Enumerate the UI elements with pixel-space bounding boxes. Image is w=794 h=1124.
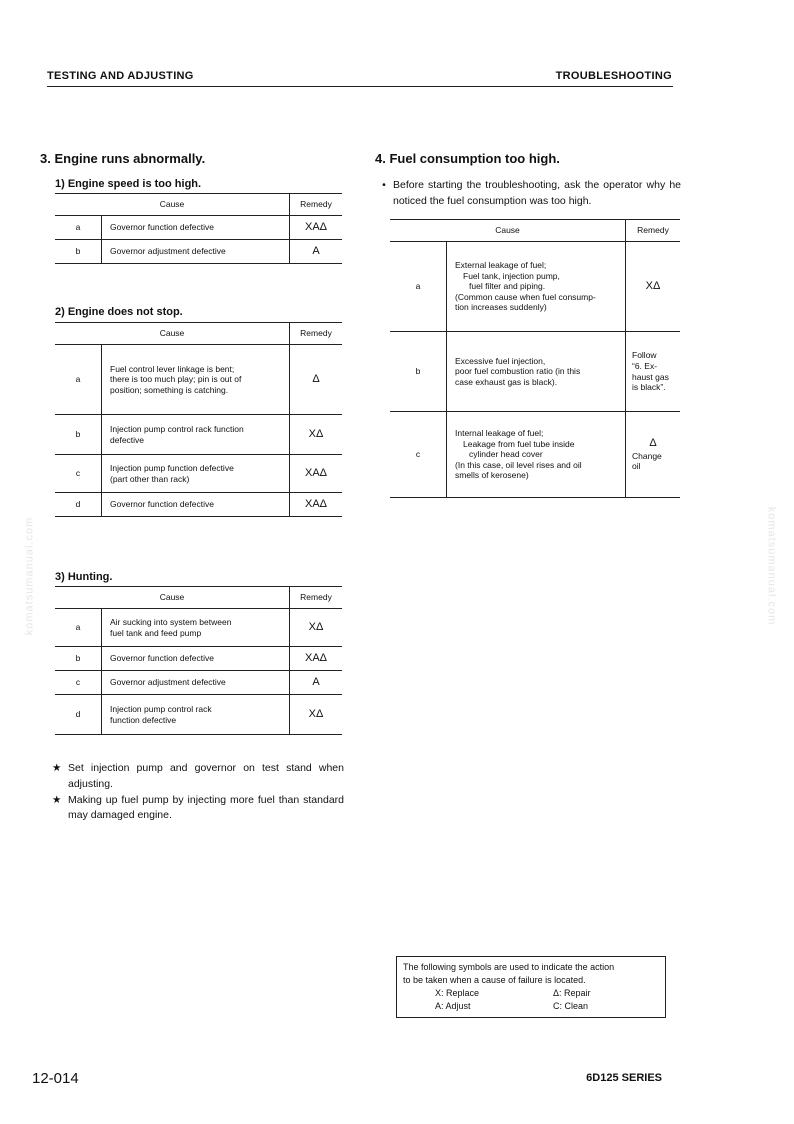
row-remedy: Δ xyxy=(290,345,343,415)
row-cause xyxy=(102,695,290,735)
row-id: a xyxy=(55,216,102,240)
row-remedy: XAΔ xyxy=(290,493,343,517)
cause-line: Injection pump function defective xyxy=(110,462,234,473)
cause-line: Air sucking into system between xyxy=(110,616,232,627)
section3-title: 3. Engine runs abnormally. xyxy=(40,151,206,166)
cause-line: fuel tank and feed pump xyxy=(110,627,202,638)
table-row xyxy=(55,415,342,455)
cause-line: Governor adjustment defective xyxy=(110,677,226,688)
table-row xyxy=(390,332,680,412)
sub3-title: 3) Hunting. xyxy=(55,571,113,583)
col-remedy: Remedy xyxy=(290,323,343,345)
row-remedy: XΔ xyxy=(290,695,343,735)
note-text: Making up fuel pump by injecting more fuel than standard may damaged engine. xyxy=(68,793,344,822)
cause-line: Governor function defective xyxy=(110,222,214,233)
row-remedy: XAΔ xyxy=(290,216,343,240)
cause-line: Internal leakage of fuel; xyxy=(455,427,544,438)
legend-item: A: Adjust xyxy=(435,1001,471,1012)
col-cause: Cause xyxy=(55,323,290,345)
cause-line: defective xyxy=(110,434,145,445)
legend-row xyxy=(403,1000,659,1013)
table-row xyxy=(55,216,342,240)
watermark-right: komatsumanual.com xyxy=(765,506,778,626)
table-fuel-consumption xyxy=(390,219,680,498)
row-id: b xyxy=(55,415,102,455)
note-list xyxy=(52,761,344,824)
remedy-line: oil xyxy=(632,461,641,472)
table-row xyxy=(55,609,342,647)
row-remedy: XΔ xyxy=(290,415,343,455)
row-remedy: XΔ xyxy=(290,609,343,647)
intro-text: Before starting the troubleshooting, ask the operator why he noticed the fuel consumption was too high. xyxy=(393,179,681,207)
table-engine-speed xyxy=(55,193,342,264)
remedy-line: Δ xyxy=(649,437,657,449)
remedy-line: Change xyxy=(632,450,662,461)
row-id: b xyxy=(55,240,102,264)
row-id: a xyxy=(55,609,102,647)
cause-line: Governor adjustment defective xyxy=(110,246,226,257)
row-id: c xyxy=(55,671,102,695)
row-cause xyxy=(102,609,290,647)
table-row xyxy=(55,345,342,415)
row-id: b xyxy=(390,332,447,412)
cause-line: tion increases suddenly) xyxy=(455,302,547,313)
legend-item: X: Replace xyxy=(435,988,480,999)
row-remedy xyxy=(626,332,681,412)
row-cause xyxy=(102,345,290,415)
header-right: TROUBLESHOOTING xyxy=(555,70,672,82)
row-remedy xyxy=(626,242,681,332)
row-id: a xyxy=(390,242,447,332)
sub2-title: 2) Engine does not stop. xyxy=(55,306,183,318)
section4-intro xyxy=(375,178,681,210)
row-id: d xyxy=(55,493,102,517)
cause-line: Fuel control lever linkage is bent; xyxy=(110,363,235,374)
row-cause xyxy=(447,412,626,498)
symbol-legend xyxy=(396,956,666,1018)
star-icon: ★ xyxy=(52,762,62,774)
cause-line: function defective xyxy=(110,714,177,725)
row-id: c xyxy=(55,455,102,493)
table-row xyxy=(55,647,342,671)
legend-item: Δ: Repair xyxy=(553,988,591,999)
legend-row xyxy=(403,987,659,1000)
cause-line: position; something is catching. xyxy=(110,384,229,395)
cause-line: poor fuel combustion ratio (in this xyxy=(455,366,581,377)
cause-line: Leakage from fuel tube inside xyxy=(463,438,575,449)
row-id: b xyxy=(55,647,102,671)
table-engine-not-stop xyxy=(55,322,342,517)
cause-line: case exhaust gas is black). xyxy=(455,376,558,387)
row-id: d xyxy=(55,695,102,735)
row-remedy: A xyxy=(290,240,343,264)
table-row xyxy=(55,493,342,517)
row-cause xyxy=(102,240,290,264)
remedy-line: is black”. xyxy=(632,382,666,393)
header-left: TESTING AND ADJUSTING xyxy=(47,70,194,82)
cause-line: (part other than rack) xyxy=(110,473,190,484)
col-cause: Cause xyxy=(55,194,290,216)
legend-line: to be taken when a cause of failure is located. xyxy=(403,975,586,986)
cause-line: Governor function defective xyxy=(110,653,214,664)
cause-line: cylinder head cover xyxy=(469,449,543,460)
row-cause xyxy=(102,493,290,517)
table-row xyxy=(55,455,342,493)
table-row xyxy=(55,671,342,695)
remedy-line: Follow xyxy=(632,350,657,361)
col-cause: Cause xyxy=(390,220,626,242)
cause-line: smells of kerosene) xyxy=(455,470,529,481)
remedy-line: XΔ xyxy=(645,279,661,292)
table-row xyxy=(390,242,680,332)
series-label: 6D125 SERIES xyxy=(586,1072,662,1084)
legend-line: The following symbols are used to indicate the action xyxy=(403,962,615,972)
sub1-title: 1) Engine speed is too high. xyxy=(55,178,202,190)
note-item xyxy=(52,761,344,793)
remedy-line: haust gas xyxy=(632,371,669,382)
cause-line: Excessive fuel injection, xyxy=(455,355,546,366)
row-remedy: XAΔ xyxy=(290,455,343,493)
row-id: a xyxy=(55,345,102,415)
cause-line: Injection pump control rack xyxy=(110,703,212,714)
row-remedy: XAΔ xyxy=(290,647,343,671)
row-cause xyxy=(102,216,290,240)
table-hunting xyxy=(55,586,342,735)
section4-title: 4. Fuel consumption too high. xyxy=(375,151,560,166)
row-cause xyxy=(447,242,626,332)
bullet-icon: • xyxy=(382,179,386,191)
table-row xyxy=(55,695,342,735)
row-remedy xyxy=(626,412,681,498)
row-cause xyxy=(102,671,290,695)
star-icon: ★ xyxy=(52,793,62,806)
cause-line: fuel filter and piping. xyxy=(469,281,546,292)
legend-item: C: Clean xyxy=(553,1001,589,1012)
page-number: 12-014 xyxy=(32,1070,79,1087)
watermark-left: komatsumanual.com xyxy=(23,516,36,636)
remedy-line: “6. Ex- xyxy=(632,360,658,371)
header-rule xyxy=(47,86,673,87)
row-cause xyxy=(102,455,290,493)
row-cause xyxy=(102,647,290,671)
col-remedy: Remedy xyxy=(626,220,681,242)
cause-line: Injection pump control rack function xyxy=(110,423,244,434)
row-id: c xyxy=(390,412,447,498)
cause-line: Governor function defective xyxy=(110,499,214,510)
cause-line: there is too much play; pin is out of xyxy=(110,374,242,385)
table-row xyxy=(55,240,342,264)
table-row xyxy=(390,412,680,498)
row-cause xyxy=(447,332,626,412)
cause-line: Fuel tank, injection pump, xyxy=(463,270,560,281)
col-cause: Cause xyxy=(55,587,290,609)
cause-line: External leakage of fuel; xyxy=(455,259,547,270)
note-item xyxy=(52,793,344,825)
cause-line: (In this case, oil level rises and oil xyxy=(455,459,582,470)
col-remedy: Remedy xyxy=(290,587,343,609)
col-remedy: Remedy xyxy=(290,194,343,216)
cause-line: (Common cause when fuel consump- xyxy=(455,291,596,302)
row-remedy: A xyxy=(290,671,343,695)
row-cause xyxy=(102,415,290,455)
note-text: Set injection pump and governor on test stand when adjusting. xyxy=(68,762,344,790)
